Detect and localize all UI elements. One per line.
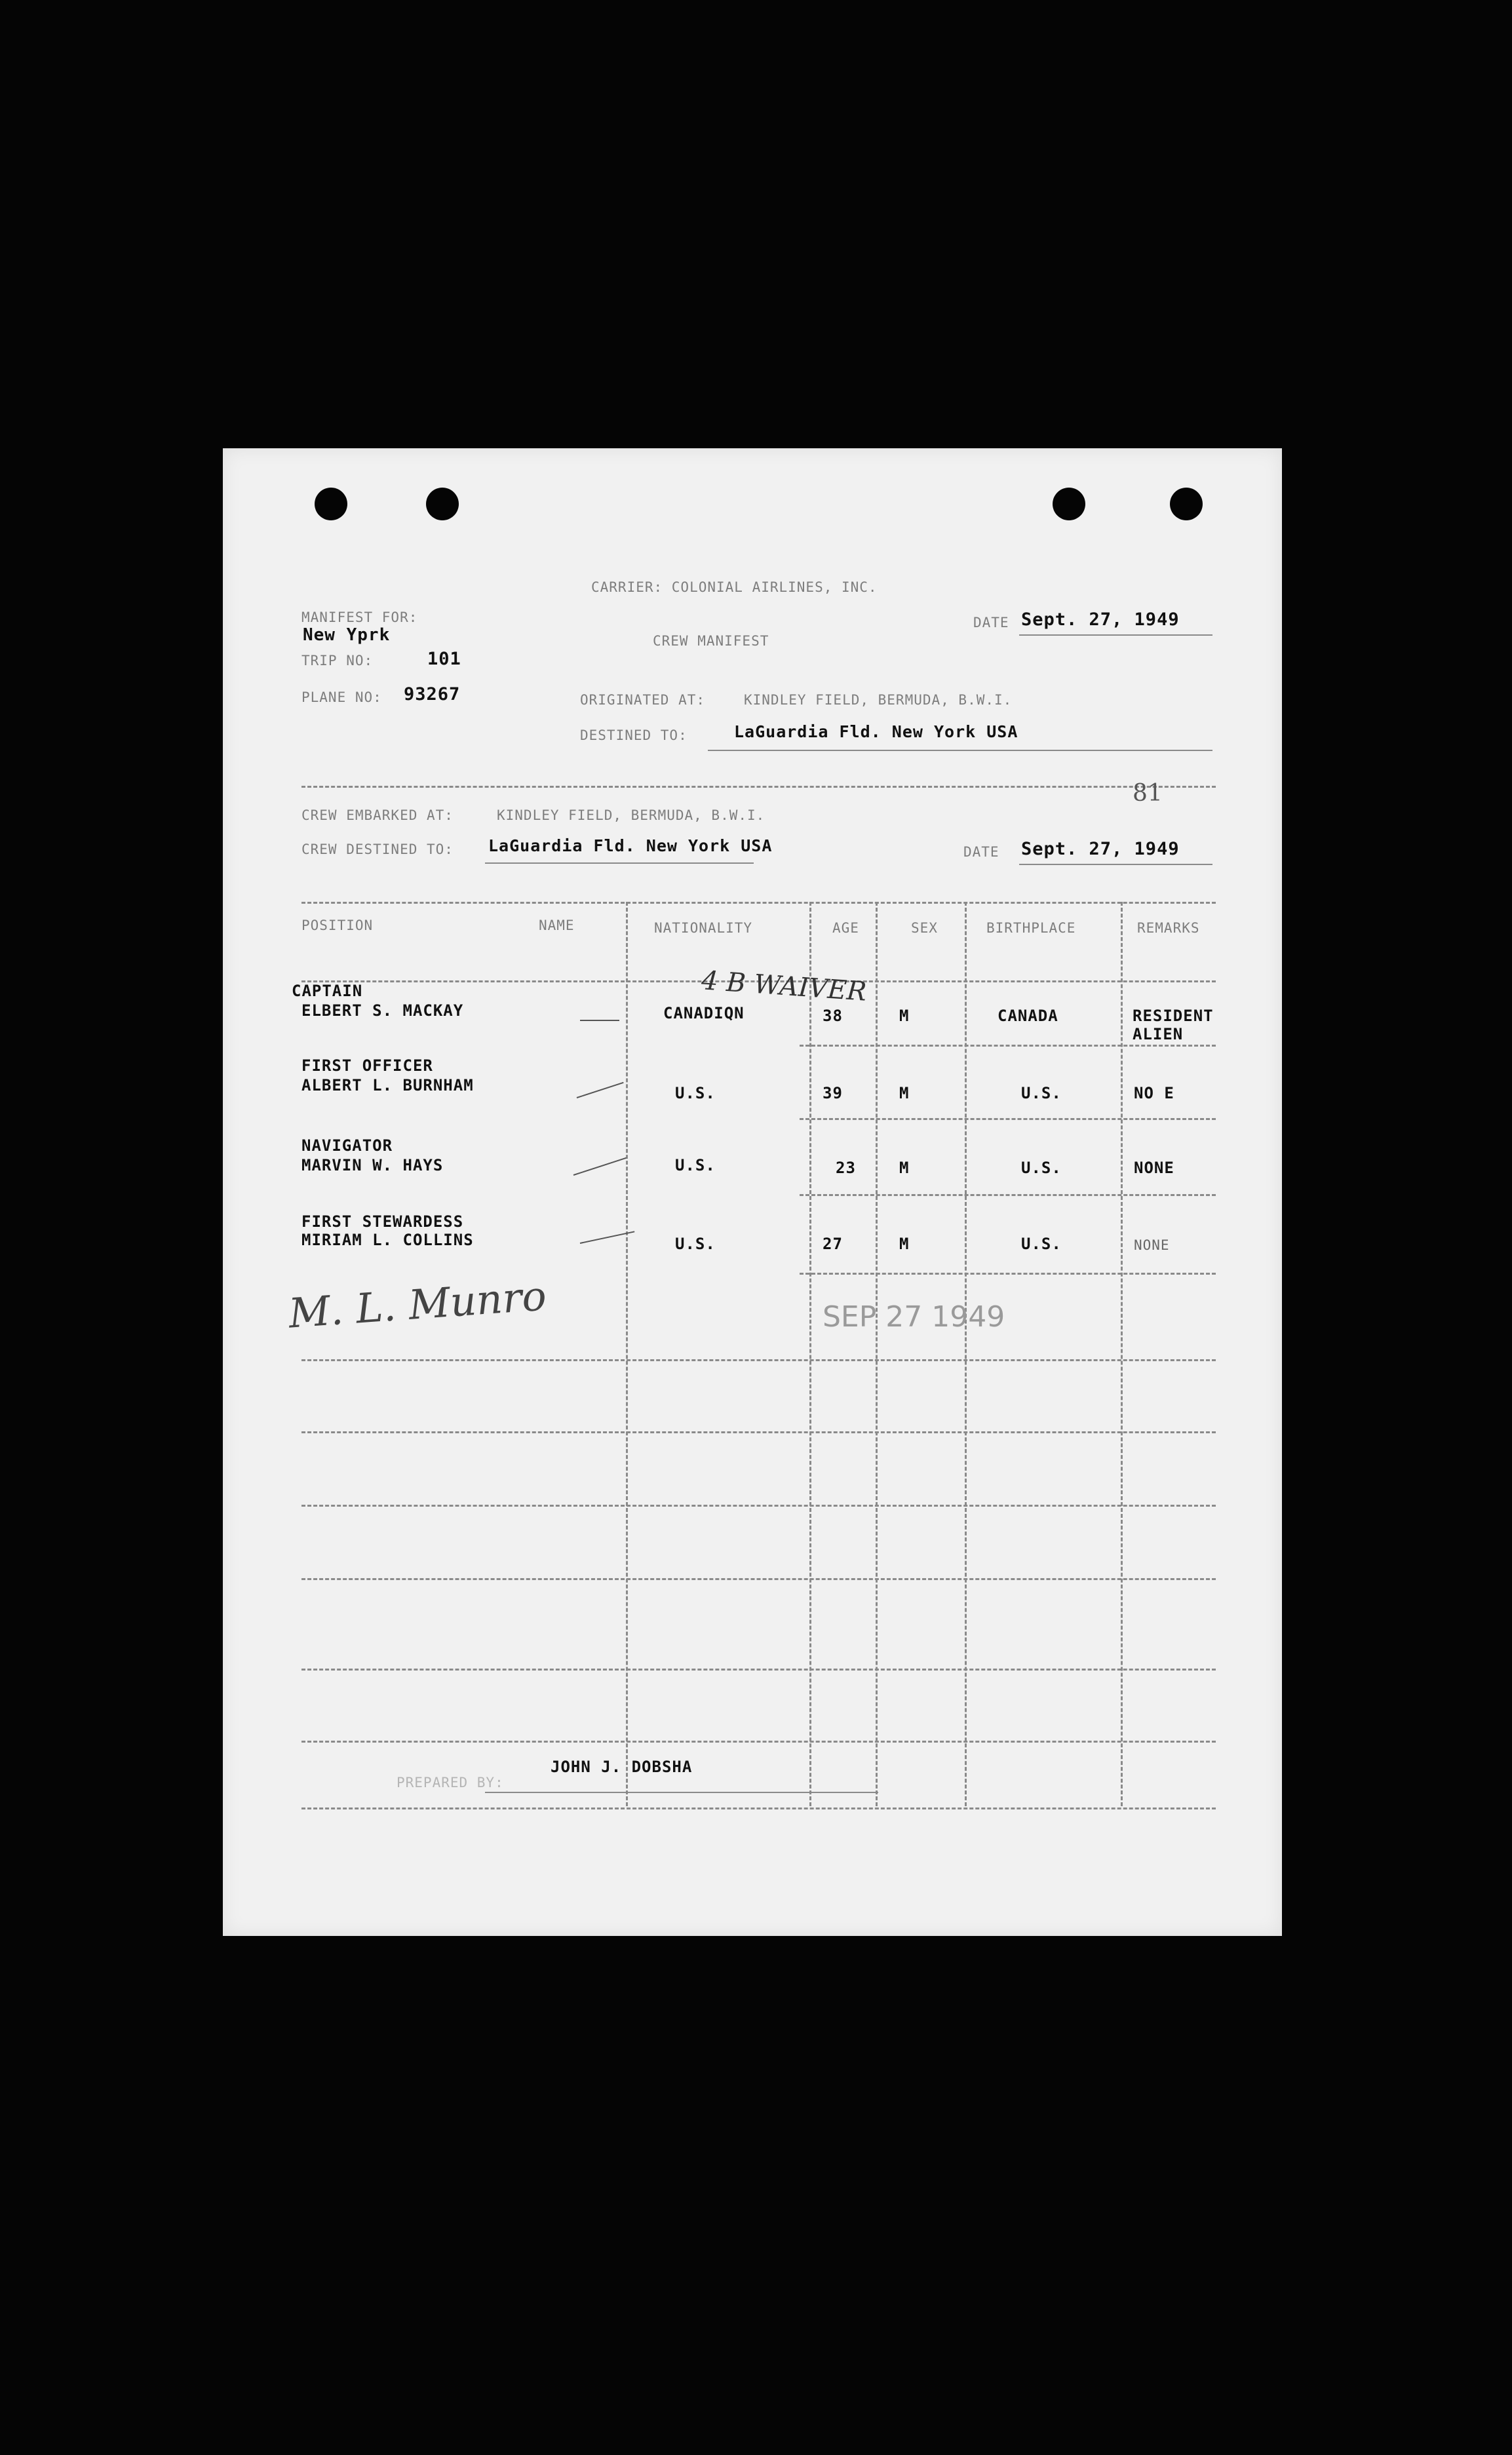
crew-age: 23: [836, 1159, 856, 1177]
crew-birthplace: CANADA: [998, 1007, 1058, 1025]
crew-position: NAVIGATOR: [301, 1136, 393, 1155]
crew-position: FIRST OFFICER: [301, 1056, 433, 1075]
plane-label: PLANE NO:: [301, 689, 382, 705]
signature: M. L. Munro: [286, 1271, 548, 1338]
column-divider: [809, 902, 811, 1806]
column-header-nationality: NATIONALITY: [654, 920, 753, 936]
crew-manifest-title: CREW MANIFEST: [653, 633, 769, 649]
crew-nationality: U.S.: [675, 1084, 716, 1102]
crew-birthplace: U.S.: [1021, 1084, 1062, 1102]
crew-embarked-value: KINDLEY FIELD, BERMUDA, B.W.I.: [497, 807, 766, 823]
column-divider: [965, 902, 967, 1806]
carrier-line: CARRIER: COLONIAL AIRLINES, INC.: [591, 579, 878, 595]
prepared-by-value: JOHN J. DOBSHA: [551, 1758, 693, 1776]
row-rule: [800, 1045, 1216, 1047]
column-divider: [876, 902, 878, 1806]
crew-remarks-line2: ALIEN: [1133, 1025, 1184, 1043]
crew-name: MARVIN W. HAYS: [301, 1156, 444, 1174]
row-rule: [800, 1273, 1216, 1275]
page-number: 81: [1133, 780, 1163, 807]
crew-destined-value: LaGuardia Fld. New York USA: [488, 836, 773, 855]
table-top-rule: [301, 902, 1216, 904]
column-divider: [626, 902, 628, 1806]
empty-row-rule: [301, 1505, 1216, 1507]
crew-destined-label: CREW DESTINED TO:: [301, 841, 454, 857]
crew-name: ELBERT S. MACKAY: [301, 1001, 464, 1020]
trip-label: TRIP NO:: [301, 653, 374, 668]
empty-row-rule: [301, 1741, 1216, 1743]
destined-value: LaGuardia Fld. New York USA: [734, 722, 1018, 741]
manifest-for-label: MANIFEST FOR:: [301, 609, 418, 625]
originated-value: KINDLEY FIELD, BERMUDA, B.W.I.: [744, 692, 1013, 708]
row-rule: [800, 1194, 1216, 1196]
date-label: DATE: [973, 615, 1009, 630]
crew-remarks: NONE: [1134, 1159, 1174, 1177]
empty-row-rule: [301, 1669, 1216, 1671]
check-mark: [573, 1157, 627, 1176]
column-header-age: AGE: [832, 920, 859, 936]
punch-hole: [426, 488, 459, 520]
destined-label: DESTINED TO:: [580, 727, 688, 743]
crew-sex: M: [899, 1084, 910, 1102]
handwritten-note: 4 B WAIVER: [700, 965, 868, 1007]
crew-name: ALBERT L. BURNHAM: [301, 1076, 474, 1094]
crew-date-value: Sept. 27, 1949: [1021, 839, 1180, 859]
table-bottom-rule: [301, 1807, 1216, 1809]
prepared-by-label: PREPARED BY:: [397, 1775, 504, 1790]
crew-age: 27: [823, 1235, 843, 1253]
crew-position: FIRST STEWARDESS: [301, 1212, 464, 1231]
crew-nationality: U.S.: [675, 1156, 716, 1174]
crew-date-label: DATE: [963, 844, 999, 860]
originated-label: ORIGINATED AT:: [580, 692, 706, 708]
date-stamp: SEP 27 1949: [823, 1300, 1005, 1334]
column-header-position: POSITION: [301, 918, 374, 933]
punch-hole: [1170, 488, 1203, 520]
destined-underline: [708, 750, 1212, 751]
crew-position: CAPTAIN: [292, 982, 363, 1000]
column-header-remarks: REMARKS: [1137, 920, 1200, 936]
crew-sex: M: [899, 1159, 910, 1177]
crew-age: 39: [823, 1084, 843, 1102]
check-mark: [580, 1020, 619, 1021]
crew-name: MIRIAM L. COLLINS: [301, 1231, 474, 1249]
crew-date-underline: [1019, 864, 1212, 865]
crew-birthplace: U.S.: [1021, 1235, 1062, 1253]
date-underline: [1019, 634, 1212, 636]
crew-birthplace: U.S.: [1021, 1159, 1062, 1177]
check-mark: [577, 1082, 624, 1098]
empty-row-rule: [301, 1431, 1216, 1433]
empty-row-rule: [301, 1359, 1216, 1361]
column-header-name: NAME: [539, 918, 575, 933]
crew-sex: M: [899, 1007, 910, 1025]
crew-nationality: CANADIQN: [663, 1004, 745, 1022]
manifest-for-value: New Yprk: [303, 625, 391, 645]
crew-remarks: NONE: [1134, 1237, 1170, 1253]
crew-destined-underline: [485, 862, 754, 864]
trip-value: 101: [427, 649, 461, 669]
punch-hole: [315, 488, 347, 520]
date-value: Sept. 27, 1949: [1021, 609, 1180, 630]
row-rule: [800, 1118, 1216, 1120]
crew-manifest-sheet: [223, 448, 1282, 1936]
punch-hole: [1053, 488, 1085, 520]
crew-remarks: RESIDENT: [1133, 1007, 1214, 1025]
crew-age: 38: [823, 1007, 843, 1025]
crew-remarks: NO E: [1134, 1084, 1174, 1102]
column-header-birthplace: BIRTHPLACE: [986, 920, 1076, 936]
crew-sex: M: [899, 1235, 910, 1253]
column-header-sex: SEX: [911, 920, 938, 936]
column-divider: [1121, 902, 1123, 1806]
prepared-by-underline: [485, 1792, 878, 1793]
crew-embarked-label: CREW EMBARKED AT:: [301, 807, 454, 823]
plane-value: 93267: [404, 684, 461, 705]
empty-row-rule: [301, 1578, 1216, 1580]
header-separator: [301, 786, 1216, 788]
crew-nationality: U.S.: [675, 1235, 716, 1253]
